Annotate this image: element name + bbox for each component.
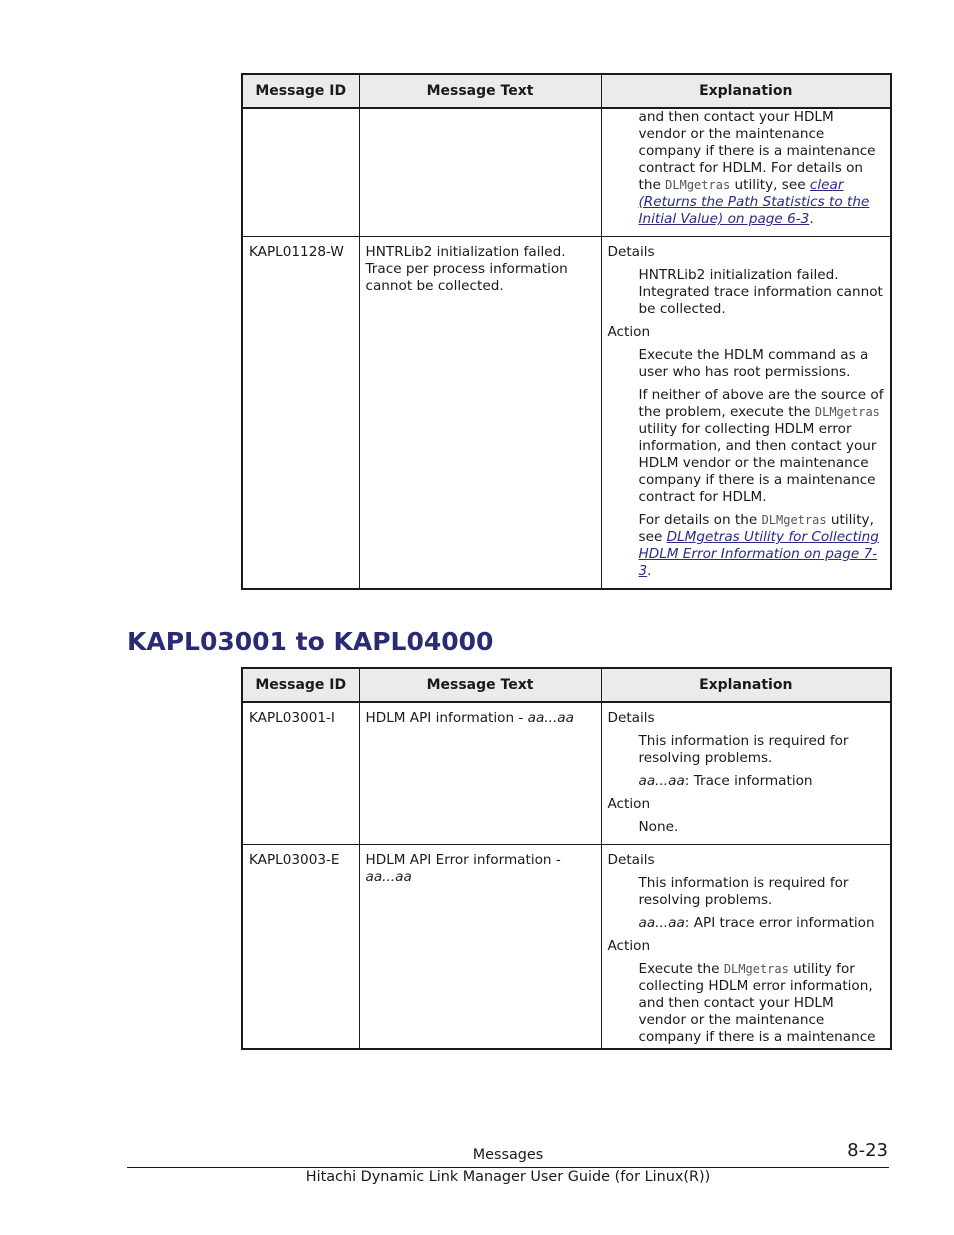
variable: aa...aa: [527, 710, 574, 726]
cell-explanation: [601, 845, 891, 1050]
cell-explanation: [601, 237, 891, 590]
header-explanation: Explanation: [601, 74, 891, 108]
action-label: Action: [607, 938, 651, 954]
link-clear-command[interactable]: clear (Returns the Path Statistics to the Initial Value) on page 6-3: [638, 177, 870, 227]
action-text: None.: [638, 819, 679, 835]
table-row: [242, 845, 891, 1050]
cell-message-text: HDLM API information - aa...aa: [359, 702, 601, 845]
details-label: Details: [607, 244, 655, 260]
details-label: Details: [607, 852, 655, 868]
action-text: Execute the HDLM command as a user who has root permissions.: [638, 347, 869, 380]
variable: aa...aa: [365, 869, 412, 885]
cell-message-text: HNTRLib2 initialization failed. Trace per process information cannot be collected.: [359, 237, 601, 590]
variable-description: aa...aa: API trace error information: [638, 915, 875, 931]
cell-message-id: KAPL03003-E: [242, 845, 359, 1050]
command-name: DLMgetras: [723, 962, 789, 976]
link-dlmgetras-utility[interactable]: DLMgetras Utility for Collecting HDLM Error Information on page 7-3: [638, 529, 879, 579]
action-text: If neither of above are the source of the problem, execute the DLMgetras utility for collecting HDLM error information, and then contact your HDLM vendor or the maintenance company if there is a maintenance contract for HDLM.: [638, 387, 884, 505]
footer-section-name: Messages: [472, 1147, 544, 1163]
action-text: Execute the DLMgetras utility for collecting HDLM error information, and then contact your HDLM vendor or the maintenance company if there is a maintenance: [638, 961, 876, 1045]
header-message-text: Message Text: [359, 74, 601, 108]
command-name: DLMgetras: [665, 178, 731, 192]
table-header-row: [242, 668, 891, 702]
action-text: For details on the DLMgetras utility, see DLMgetras Utility for Collecting HDLM Error Information on page 7-3.: [638, 512, 879, 579]
details-text: HNTRLib2 initialization failed. Integrated trace information cannot be collected.: [638, 267, 883, 317]
command-name: DLMgetras: [761, 513, 827, 527]
cell-text-empty: [359, 108, 601, 237]
continued-explanation: and then contact your HDLM vendor or the maintenance company if there is a maintenance contract for HDLM. For details on the DLMgetras utility, see clear (Returns the Path Statistics to the Initial Value) on page 6-3.: [638, 109, 876, 227]
cell-explanation-continued: [601, 108, 891, 237]
action-label: Action: [607, 324, 651, 340]
message-table-1: [241, 73, 892, 590]
header-message-id: Message ID: [242, 74, 359, 108]
action-label: Action: [607, 796, 651, 812]
footer-book-title: Hitachi Dynamic Link Manager User Guide (for Linux(R)): [305, 1169, 711, 1185]
command-name: DLMgetras: [814, 405, 880, 419]
footer-page-number: 8-23: [847, 1140, 888, 1161]
message-table-2: [241, 667, 892, 1050]
cell-id-empty: [242, 108, 359, 237]
footer-divider: [127, 1167, 889, 1168]
table-row: [242, 108, 891, 237]
header-explanation: Explanation: [601, 668, 891, 702]
table-row: [242, 702, 891, 845]
header-message-id: Message ID: [242, 668, 359, 702]
cell-message-id: KAPL03001-I: [242, 702, 359, 845]
details-text: This information is required for resolving problems.: [638, 733, 849, 766]
cell-message-text: HDLM API Error information - aa...aa: [359, 845, 601, 1050]
table-header-row: [242, 74, 891, 108]
details-label: Details: [607, 710, 655, 726]
table-row: [242, 237, 891, 590]
cell-message-id: KAPL01128-W: [242, 237, 359, 590]
section-title: KAPL03001 to KAPL04000: [127, 627, 494, 656]
cell-explanation: [601, 702, 891, 845]
details-text: This information is required for resolving problems.: [638, 875, 849, 908]
header-message-text: Message Text: [359, 668, 601, 702]
variable-description: aa...aa: Trace information: [638, 773, 813, 789]
